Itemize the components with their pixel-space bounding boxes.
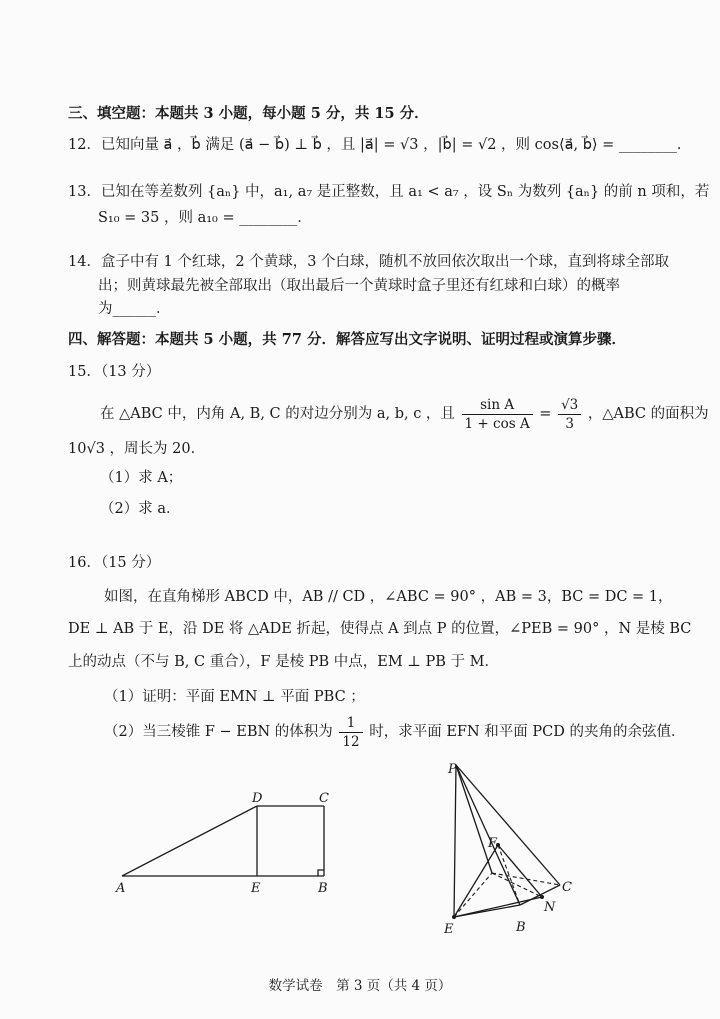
question-12: 12．已知向量 a⃗ ，b⃗ 满足 (a⃗ − b⃗) ⊥ b⃗ ，且 |a⃗| = √3 ，|b⃗| = √2 ，则 cos⟨a⃗, b⃗⟩ = ________． [68,137,692,153]
fraction-numerator: √3 [558,396,581,415]
edge-PC [456,765,560,885]
label-B: B [318,881,328,896]
edge-PD [456,765,492,873]
label-C: C [319,791,329,806]
hidden-segment-DN [492,873,542,897]
fraction-numerator: 1 [339,714,362,733]
question-16-line1: 如图，在直角梯形 ABCD 中，AB // CD ，∠ABC = 90° ，AB = 3，BC = DC = 1， [104,589,673,605]
question-15-header: 15．（13 分） [68,364,161,380]
segment-EF [454,845,498,917]
right-angle-mark-B [318,870,324,876]
question-16-header: 16．（15 分） [68,555,161,571]
segment-AD [122,806,257,876]
fraction-sinA [462,396,533,433]
section4-heading: 四、解答题：本题共 5 小题，共 77 分．解答应写出文字说明、证明过程或演算步骤． [68,331,626,348]
label-E: E [251,881,261,896]
question-15-intro-text: 在 △ABC 中，内角 A, B, C 的对边分别为 a, b, c ，且 [100,406,455,422]
fraction-sqrt3-over-3 [558,396,581,433]
question-13-line2: S₁₀ = 35 ，则 a₁₀ = ________． [98,210,312,226]
label-P: P [448,762,457,777]
section3-heading: 三、填空题：本题共 3 小题，每小题 5 分，共 15 分． [68,105,429,122]
question-15-line2: 10√3 ，周长为 20． [68,441,206,457]
question-15-part2: （2）求 a． [100,501,181,517]
question-16-line2: DE ⊥ AB 于 E，沿 DE 将 △ADE 折起，使得点 A 到点 P 的位置，∠PEB = 90° ，N 是棱 BC [68,621,692,637]
question-14-line1: 14．盒子中有 1 个红球，2 个黄球，3 个白球，随机不放回依次取出一个球，直到将球全部取 [68,254,670,270]
label-E: E [444,922,454,937]
question-16-part2 [104,712,685,752]
hidden-edge-ED [454,873,492,917]
fraction-numerator: sin A [462,396,533,415]
pyramid-figure [430,755,590,945]
label-F: F [488,836,498,851]
question-14-line3: 为______． [98,301,171,317]
question-14-line2: 出；则黄球最先被全部取出（取出最后一个黄球时盒子里还有红球和白球）的概率 [98,278,620,294]
question-16-part2-text: （2）当三棱锥 F − EBN 的体积为 [104,724,333,740]
question-16-part2-tail: 时，求平面 EFN 和平面 PCD 的夹角的余弦值． [369,724,686,740]
edge-PE [454,765,456,917]
edge-PB [456,765,520,905]
label-A: A [116,881,126,896]
label-N: N [544,900,556,915]
trapezoid-figure [100,780,340,900]
question-15-intro [100,394,709,434]
segment-EN [454,897,542,917]
question-16-line3: 上的动点（不与 B, C 重合），F 是棱 PB 中点，EM ⊥ PB 于 M． [68,654,499,670]
fraction-denominator: 1 + cos A [464,415,530,432]
fraction-denominator: 3 [565,415,574,432]
fraction-denominator: 12 [342,733,360,750]
question-16-part1: （1）证明：平面 EMN ⊥ 平面 PBC ； [104,689,365,705]
question-13-line1: 13．已知在等差数列 {aₙ} 中，a₁, a₇ 是正整数，且 a₁ < a₇ ，设 Sₙ 为数列 {aₙ} 的前 n 项和，若 [68,184,710,200]
page-footer: 数学试卷 第 3 页（共 4 页） [268,978,452,994]
question-15-intro-tail: ，△ABC 的面积为 [587,406,709,422]
question-15-part1: （1）求 A； [100,470,183,486]
point-E [452,915,456,919]
label-C: C [562,880,572,895]
fraction-one-twelfth [339,714,362,751]
label-D: D [252,791,263,806]
label-B: B [516,920,526,935]
equals-sign: = [539,406,552,422]
point-N [540,895,544,899]
